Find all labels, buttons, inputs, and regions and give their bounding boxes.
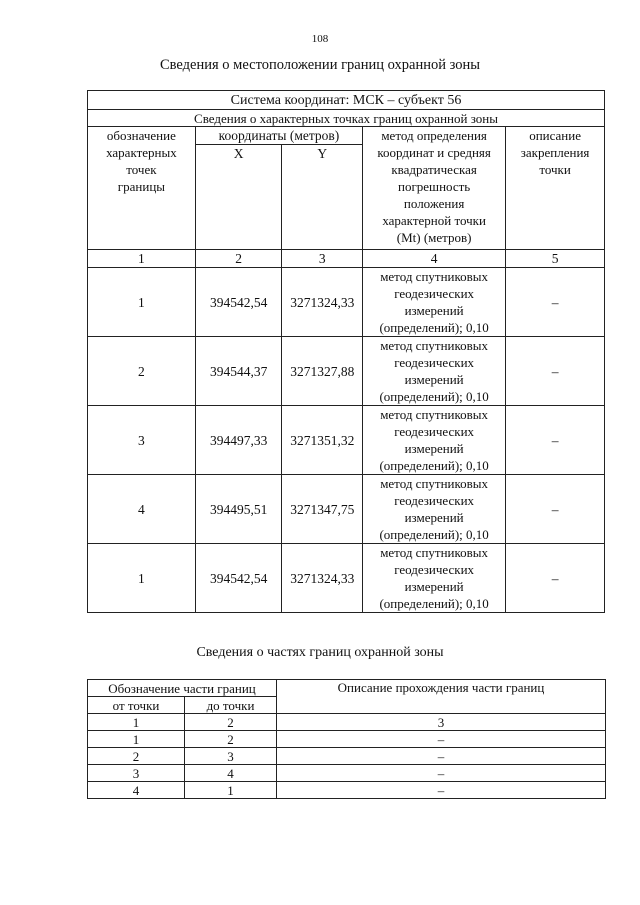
- method-line: метод спутниковых: [380, 338, 489, 353]
- method-line: (определений); 0,10: [379, 458, 489, 473]
- points-subtitle: Сведения о характерных точках границ охранной зоны: [88, 110, 605, 127]
- header-designation-line: обозначение: [106, 128, 176, 143]
- method-cell: [363, 544, 506, 613]
- method-cell: [363, 337, 506, 406]
- page-number: 108: [311, 33, 329, 45]
- part-description: –: [277, 765, 606, 782]
- coord-y: 3271324,33: [282, 544, 363, 613]
- fixation-cell: –: [506, 544, 605, 613]
- column-number: 2: [195, 250, 282, 268]
- coord-y: 3271324,33: [282, 268, 363, 337]
- table-row: [88, 765, 606, 782]
- method-line: метод спутниковых: [380, 269, 489, 284]
- header-part-description: Описание прохождения части границ: [277, 680, 606, 714]
- method-line: (определений); 0,10: [379, 527, 489, 542]
- part-description: –: [277, 748, 606, 765]
- column-number: 2: [185, 714, 277, 731]
- header-method-line: (Mt) (метров): [396, 230, 472, 245]
- column-number: 5: [506, 250, 605, 268]
- point-number: 1: [88, 268, 196, 337]
- from-point: 1: [88, 731, 185, 748]
- header-part-designation: Обозначение части границ: [88, 680, 277, 697]
- to-point: 2: [185, 731, 277, 748]
- column-number: 4: [363, 250, 506, 268]
- method-line: геодезических: [394, 286, 475, 301]
- point-number: 2: [88, 337, 196, 406]
- to-point: 4: [185, 765, 277, 782]
- method-line: измерений: [404, 579, 464, 594]
- header-designation-line: характерных: [106, 145, 177, 160]
- point-number: 3: [88, 406, 196, 475]
- header-fixation-line: описание: [529, 128, 581, 143]
- from-point: 3: [88, 765, 185, 782]
- fixation-cell: –: [506, 337, 605, 406]
- coord-x: 394495,51: [195, 475, 282, 544]
- coordinate-system: Система координат: МСК – субъект 56: [88, 91, 605, 110]
- header-method-line: координат и средняя: [377, 145, 491, 160]
- coord-y: 3271327,88: [282, 337, 363, 406]
- header-method-line: метод определения: [381, 128, 487, 143]
- table-row: [88, 748, 606, 765]
- method-line: (определений); 0,10: [379, 320, 489, 335]
- fixation-cell: –: [506, 268, 605, 337]
- header-method-line: положения: [403, 196, 465, 211]
- coord-y: 3271351,32: [282, 406, 363, 475]
- table-row: [88, 337, 605, 406]
- method-line: измерений: [404, 372, 464, 387]
- method-line: измерений: [404, 303, 464, 318]
- method-cell: [363, 406, 506, 475]
- coord-y: 3271347,75: [282, 475, 363, 544]
- header-fixation-line: закрепления: [520, 145, 590, 160]
- header-method-line: погрешность: [398, 179, 471, 194]
- fixation-cell: –: [506, 406, 605, 475]
- header-designation-line: границы: [117, 179, 166, 194]
- header-designation: [88, 127, 196, 250]
- header-coordinates: координаты (метров): [195, 127, 362, 145]
- method-line: метод спутниковых: [380, 407, 489, 422]
- boundary-points-table: [87, 90, 605, 613]
- header-fixation-line: точки: [539, 162, 571, 177]
- column-number: 3: [282, 250, 363, 268]
- boundary-parts-table: [87, 679, 606, 799]
- table-row: [88, 475, 605, 544]
- part-description: –: [277, 731, 606, 748]
- point-number: 4: [88, 475, 196, 544]
- table-row: [88, 544, 605, 613]
- method-line: геодезических: [394, 355, 475, 370]
- coord-x: 394497,33: [195, 406, 282, 475]
- method-line: геодезических: [394, 562, 475, 577]
- method-line: измерений: [404, 441, 464, 456]
- table-row: [88, 268, 605, 337]
- to-point: 1: [185, 782, 277, 799]
- header-x: X: [195, 145, 282, 250]
- method-line: метод спутниковых: [380, 545, 489, 560]
- table-row: [88, 731, 606, 748]
- from-point: 4: [88, 782, 185, 799]
- method-line: измерений: [404, 510, 464, 525]
- header-designation-line: точек: [126, 162, 157, 177]
- column-number: 1: [88, 714, 185, 731]
- coord-x: 394542,54: [195, 268, 282, 337]
- header-y: Y: [282, 145, 363, 250]
- method-line: геодезических: [394, 424, 475, 439]
- parts-title: Сведения о частях границ охранной зоны: [196, 645, 444, 660]
- document-title: Сведения о местоположении границ охранной зоны: [159, 57, 480, 73]
- header-method: [363, 127, 506, 250]
- to-point: 3: [185, 748, 277, 765]
- coord-x: 394542,54: [195, 544, 282, 613]
- method-line: (определений); 0,10: [379, 596, 489, 611]
- part-description: –: [277, 782, 606, 799]
- header-from-point: от точки: [88, 697, 185, 714]
- method-cell: [363, 475, 506, 544]
- header-method-line: квадратическая: [391, 162, 477, 177]
- header-to-point: до точки: [185, 697, 277, 714]
- column-number: 3: [277, 714, 606, 731]
- table-row: [88, 782, 606, 799]
- column-number: 1: [88, 250, 196, 268]
- method-line: метод спутниковых: [380, 476, 489, 491]
- header-fixation: [506, 127, 605, 250]
- from-point: 2: [88, 748, 185, 765]
- method-cell: [363, 268, 506, 337]
- coord-x: 394544,37: [195, 337, 282, 406]
- method-line: (определений); 0,10: [379, 389, 489, 404]
- header-method-line: характерной точки: [382, 213, 486, 228]
- fixation-cell: –: [506, 475, 605, 544]
- method-line: геодезических: [394, 493, 475, 508]
- table-row: [88, 406, 605, 475]
- point-number: 1: [88, 544, 196, 613]
